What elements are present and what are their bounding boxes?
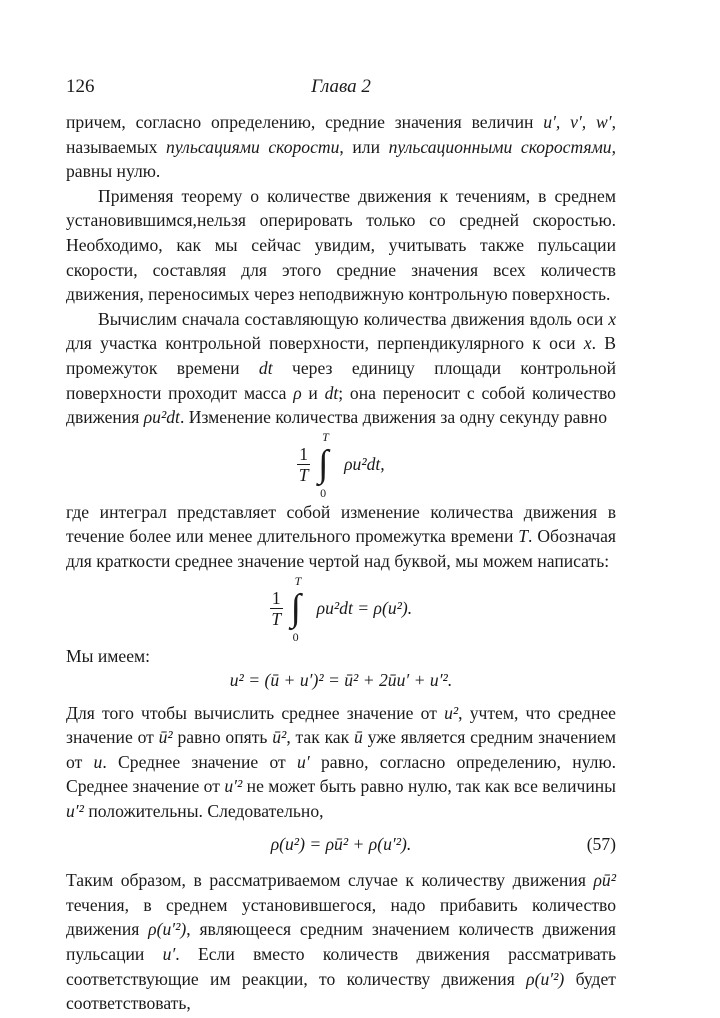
equation-1: $\frac{1}{T}$ T ∫ 0 ρu²dt, bbox=[298, 429, 385, 500]
fraction: $\frac{1}{T}$ bbox=[298, 444, 309, 486]
equation-number: (57) bbox=[586, 833, 616, 854]
integral-sign: T ∫ 0 bbox=[290, 573, 302, 644]
paragraph-3: Вычислим сначала составляющую количества движения вдоль оси x для участка контрольной поверхности, перпендикулярного к оси x. В промежуток времени dt через единицу площади контрольной поверхности проходит масса ρ и dt; она переносит с собой количество движения ρu²dt. Изменение количества движения за одну секунду равно bbox=[66, 308, 616, 428]
page-number: 126 bbox=[66, 76, 95, 97]
equation-3: u² = (ū + u′)² = ū² + 2ūu′ + u′². bbox=[229, 670, 453, 691]
paragraph-6: Для того чтобы вычислить среднее значение от u², учтем, что среднее значение от ū² равно опять ū², так как ū уже является средним значением от u. Среднее значение от u′ равно, согласно определению, нулю. Среднее значение от u′² не может быть равно нулю, так как все величины u′² положительны. Следовательно, bbox=[66, 702, 616, 822]
paragraph-7: Таким образом, в рассматриваемом случае к количеству движения ρū² течения, в среднем установившегося, надо прибавить количество движения ρ(u′²), являющееся средним значением количеств движения пульсации u′. Если вместо количеств движения рассматривать соответствующие им реакции, то количеству движения ρ(u′²) будет соответствовать, bbox=[66, 870, 617, 1014]
chapter-title: Глава 2 bbox=[311, 76, 371, 97]
paragraph-4: где интеграл представляет собой изменение количества движения в течение более или менее длительного промежутка времени T. Обозначая для краткости среднее значение чертой над буквой, мы можем написать: bbox=[66, 501, 616, 571]
paragraph-1: причем, согласно определению, средние значения величин u′, v′, w′, называемых пульсациями скорости, или пульсационными скоростями, равны нулю. bbox=[66, 112, 617, 182]
equation-57: ρ(u²) = ρū² + ρ(u′²). (57) bbox=[66, 832, 616, 857]
equation-2: $\frac{1}{T}$ T ∫ 0 ρu²dt = ρ(u²). bbox=[271, 573, 413, 644]
page-body bbox=[66, 110, 616, 1016]
paragraph-5: Мы имеем: bbox=[66, 645, 151, 666]
paragraph-2: Применяя теорему о количестве движения к течениям, в среднем установившимся,нельзя оперировать только со средней скоростью. Необходимо, как мы сейчас увидим, учитывать также пульсации скорости, составляя для этого средние значения всех количеств движения, переносимых через неподвижную контрольную поверхность. bbox=[66, 185, 616, 305]
integral-sign: T ∫ 0 bbox=[318, 429, 329, 500]
fraction: $\frac{1}{T}$ bbox=[271, 588, 282, 629]
